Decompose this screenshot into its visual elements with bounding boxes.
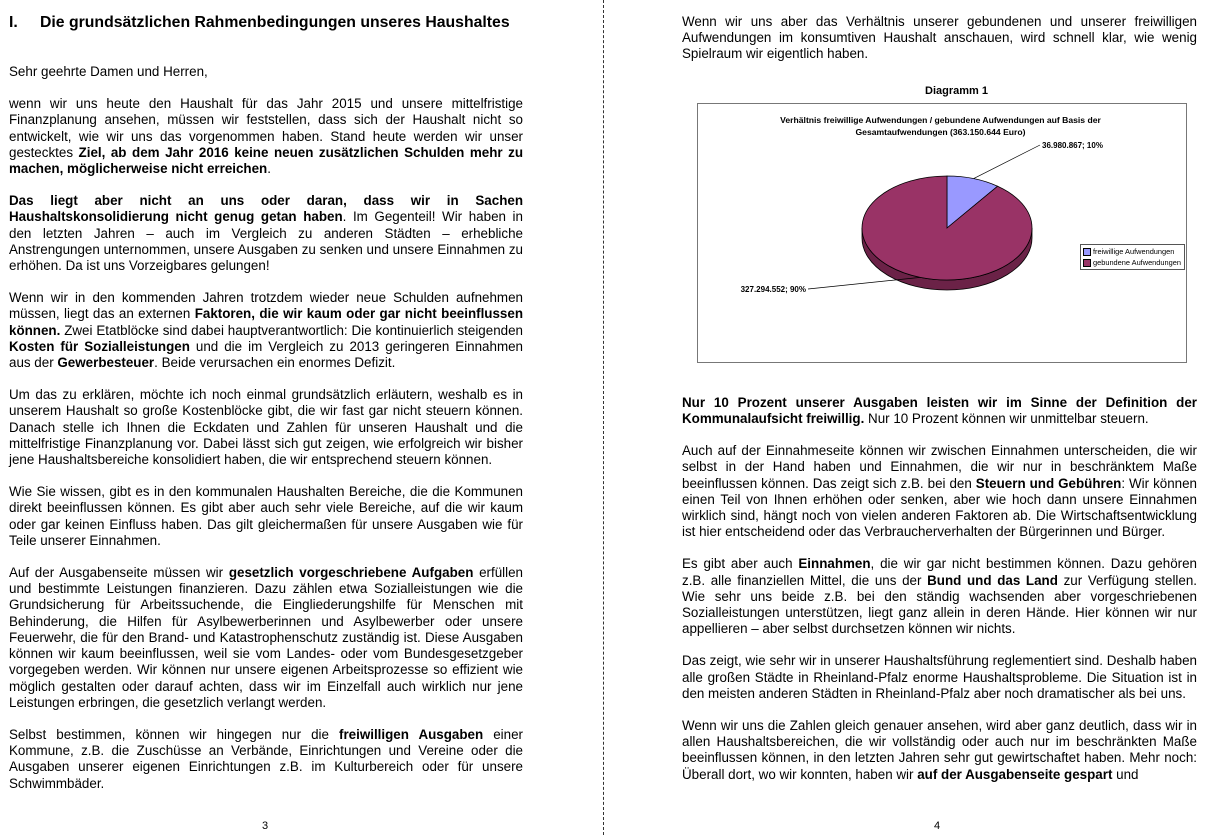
paragraph: Wenn wir uns aber das Verhältnis unserer gebundenen und unserer freiwilligen Aufwendungen im konsumtiven Haushalt anschauen, wird schnell klar, wie wenig Spielraum wir eigentlich haben. — [682, 14, 1197, 62]
text-run: wenn wir uns heute den Haushalt für das Jahr 2015 und unsere mittelfristige Finanzplanung ansehen, müssen wir feststellen, dass sich der Haushalt nicht so entwickelt, wie wir uns das vorgenommen haben. Stand heute werden wir unser gestecktes — [9, 96, 523, 160]
chart-title-line-2: Gesamtaufwendungen (363.150.644 Euro) — [855, 126, 1026, 137]
text-run: Wenn wir in den kommenden Jahren trotzdem wieder neue Schulden aufnehmen müssen, liegt das an externen — [9, 290, 523, 322]
paragraph: Das zeigt, wie sehr wir in unserer Haushaltsführung reglementiert sind. Deshalb haben alle großen Städte in Rheinland-Pfalz enorme Haushaltsprobleme. Die Situation ist in den meisten anderen Städten in Rheinland-Pfalz aber noch dramatischer als bei uns. — [682, 653, 1197, 701]
chart-legend — [1080, 244, 1185, 270]
paragraph: Wie Sie wissen, gibt es in den kommunalen Haushalten Bereiche, die die Kommunen direkt beeinflussen können. Es gibt aber auch sehr viele Bereiche, auf die wir kaum oder gar keinen Einfluss haben. Das gilt gleichermaßen für unsere Ausgaben wie für Teile unserer Einnahmen. — [9, 484, 523, 548]
paragraph: Um das zu erklären, möchte ich noch einmal grundsätzlich erläutern, weshalb es in unserem Haushalt so große Kostenblöcke gibt, die wir fast gar nicht steuern können. Danach stelle ich Ihnen die Eckdaten und Zahlen für unseren Haushalt und die mittelfristige Finanzplanung vor. Dabei lässt sich gut zeigen, wie erfolgreich wir bisher jene Haushaltsbereiche konsolidiert haben, die wir entsprechend steuern können. — [9, 387, 523, 468]
text-run: einer Kommune, z.B. die Zuschüsse an Verbände, Einrichtungen und Vereine oder die Ausgaben unserer eigenen Einrichtungen z.B. im Kulturbereich oder für unsere Schwimmbäder. — [9, 726, 523, 791]
page-right — [605, 0, 1209, 835]
bold-text: Bund und das Land — [927, 572, 1058, 588]
paragraph — [682, 395, 1197, 427]
legend-label: gebundene Aufwendungen — [1093, 257, 1181, 267]
page-left — [0, 0, 604, 835]
data-label-leader-line — [974, 145, 1040, 179]
paragraph — [682, 556, 1197, 637]
legend-label: freiwillige Aufwendungen — [1093, 246, 1175, 256]
page-number: 4 — [934, 820, 941, 832]
text-run: und — [1112, 766, 1139, 782]
legend-item — [1083, 257, 1181, 268]
salutation: Sehr geehrte Damen und Herren, — [9, 64, 208, 79]
data-label: 327.294.552; 90% — [740, 284, 806, 294]
bold-text: Kosten für Sozialleistungen — [9, 338, 190, 354]
text-run: . Beide verursachen ein enormes Defizit. — [154, 355, 396, 371]
chart-caption: Diagramm 1 — [925, 84, 988, 97]
paragraph — [9, 193, 523, 274]
bold-text: Steuern und Gebühren — [975, 475, 1122, 491]
text-run: zur Verfügung stellen. Wie sehr uns beide z.B. bei den ständig wachsenden aber vorgeschriebenen Sozialleistungen unterstützen, liegt ganz allein in deren Hände. Hier können wir nur appellieren – aber selbst durchsetzen können wir nichts. — [682, 572, 1198, 637]
pie-chart-canvas — [698, 104, 1186, 362]
bold-text: Ziel, ab dem Jahr 2016 keine neuen zusätzlichen Schulden mehr zu machen, möglicherweise nicht erreichen — [9, 144, 524, 177]
paragraph — [9, 290, 523, 371]
right-text-column — [682, 14, 1197, 799]
text-run: und die im Vergleich zu 2013 geringeren Einnahmen aus der — [9, 338, 524, 371]
section-heading — [9, 14, 523, 32]
text-run: . Im Gegenteil! Wir haben in den letzten Jahren – auch im Vergleich zu anderen Städten – erhebliche Anstrengungen unternommen, unsere Ausgaben zu senken und unsere Einnahmen zu erhöhen. Da ist uns Vorzeigbares gelungen! — [9, 209, 523, 274]
paragraph — [9, 96, 523, 177]
bold-text: Nur 10 Prozent unserer Ausgaben leisten wir im Sinne der Definition der Kommunalaufsicht freiwillig. — [682, 394, 1197, 427]
bold-text: Faktoren, die wir kaum oder gar nicht beeinflussen können. — [9, 306, 524, 338]
paragraph — [682, 443, 1197, 540]
text-run: Wenn wir uns die Zahlen gleich genauer ansehen, wird aber ganz deutlich, dass wir in allen Haushaltsbereichen, die wir vollständig oder auch nur im beschränkten Maße beeinflussen können, in den letzten Jahren sehr gut gewirtschaftet haben. Mehr noch: Überall dort, wo wir konnten, haben wir — [682, 718, 1197, 782]
pie-slice-gebundene-aufwendungen — [862, 176, 1032, 280]
page-divider — [603, 0, 604, 835]
text-run: Nur 10 Prozent können wir unmittelbar steuern. — [864, 411, 1149, 427]
text-run: Zwei Etatblöcke sind dabei hauptverantwortlich: Die kontinuierlich steigenden — [60, 322, 523, 338]
page-number: 3 — [262, 820, 269, 832]
text-run: erfüllen und bestimmte Leistungen finanzieren. Dazu zählen etwa Sozialleistungen wie die Grundsicherung für Arbeitssuchende, die Eingliederungshilfe für Menschen mit Behinderung, die Hilfen für Asylbewerberinnen und Asylbewerber oder unsere Feuerwehr, die für den Brand- und Katastrophenschutz zuständig ist. Diese Ausgaben können wir kaum beeinflussen, weil sie vom Landes- oder vom Bundesgesetzgeber vorgegeben werden. Wir können nur unsere eigenen Arbeitsprozesse so effizient wie möglich gestalten oder darauf achten, dass wir im Einzelfall auch wirklich nur jene Leistungen erbringen, die gesetzlich verlangt werden. — [9, 565, 523, 710]
chart-title-line-1: Verhältnis freiwillige Aufwendungen / gebundene Aufwendungen auf Basis der — [780, 114, 1101, 125]
paragraph — [9, 727, 523, 792]
legend-swatch — [1083, 248, 1091, 256]
bold-text: gesetzlich vorgeschriebene Aufgaben — [228, 565, 474, 581]
bold-text: Das liegt aber nicht an uns oder daran, dass wir in Sachen Haushaltskonsolidierung nicht genug getan haben — [9, 193, 523, 225]
text-run: Auf der Ausgabenseite müssen wir — [9, 565, 229, 581]
text-run: Selbst bestimmen, können wir hingegen nur die — [9, 726, 339, 742]
legend-item — [1083, 246, 1181, 257]
left-text-column — [9, 14, 523, 808]
bold-text: Einnahmen — [798, 556, 871, 572]
bold-text: auf der Ausgabenseite gespart — [917, 766, 1113, 782]
data-label: 36.980.867; 10% — [1042, 140, 1103, 150]
paragraph — [682, 718, 1197, 783]
text-run: . — [267, 161, 271, 177]
text-run: Auch auf der Einnahmeseite können wir zwischen Einnahmen unterscheiden, die wir selbst in der Hand haben und Einnahmen, die wir nur in beschränktem Maße beeinflussen können. Das zeigt sich z.B. bei den — [682, 443, 1197, 491]
bold-text: freiwilligen Ausgaben — [338, 726, 484, 742]
text-run: , die wir gar nicht bestimmen können. Dazu gehören z.B. alle finanziellen Mittel, die uns der — [682, 556, 1198, 588]
pie-chart — [697, 103, 1187, 363]
section-heading-title: Die grundsätzlichen Rahmenbedingungen unseres Haushaltes — [40, 14, 510, 31]
chart-figure — [682, 83, 1197, 363]
section-heading-number: I. — [9, 14, 18, 31]
paragraph — [9, 565, 523, 711]
text-run: Es gibt aber auch — [682, 556, 799, 572]
text-run: : Wir können einen Teil von Ihnen erhöhen oder senken, aber wie hoch dann unsere Einnahmen wirklich sind, hängt noch von vielen anderen Faktoren ab. Die Wirtschaftsentwicklung ist hier entscheidend oder das Verbraucherverhalten der Bürgerinnen und Bürger. — [682, 475, 1198, 540]
legend-swatch — [1083, 259, 1091, 267]
bold-text: Gewerbesteuer — [57, 355, 155, 371]
